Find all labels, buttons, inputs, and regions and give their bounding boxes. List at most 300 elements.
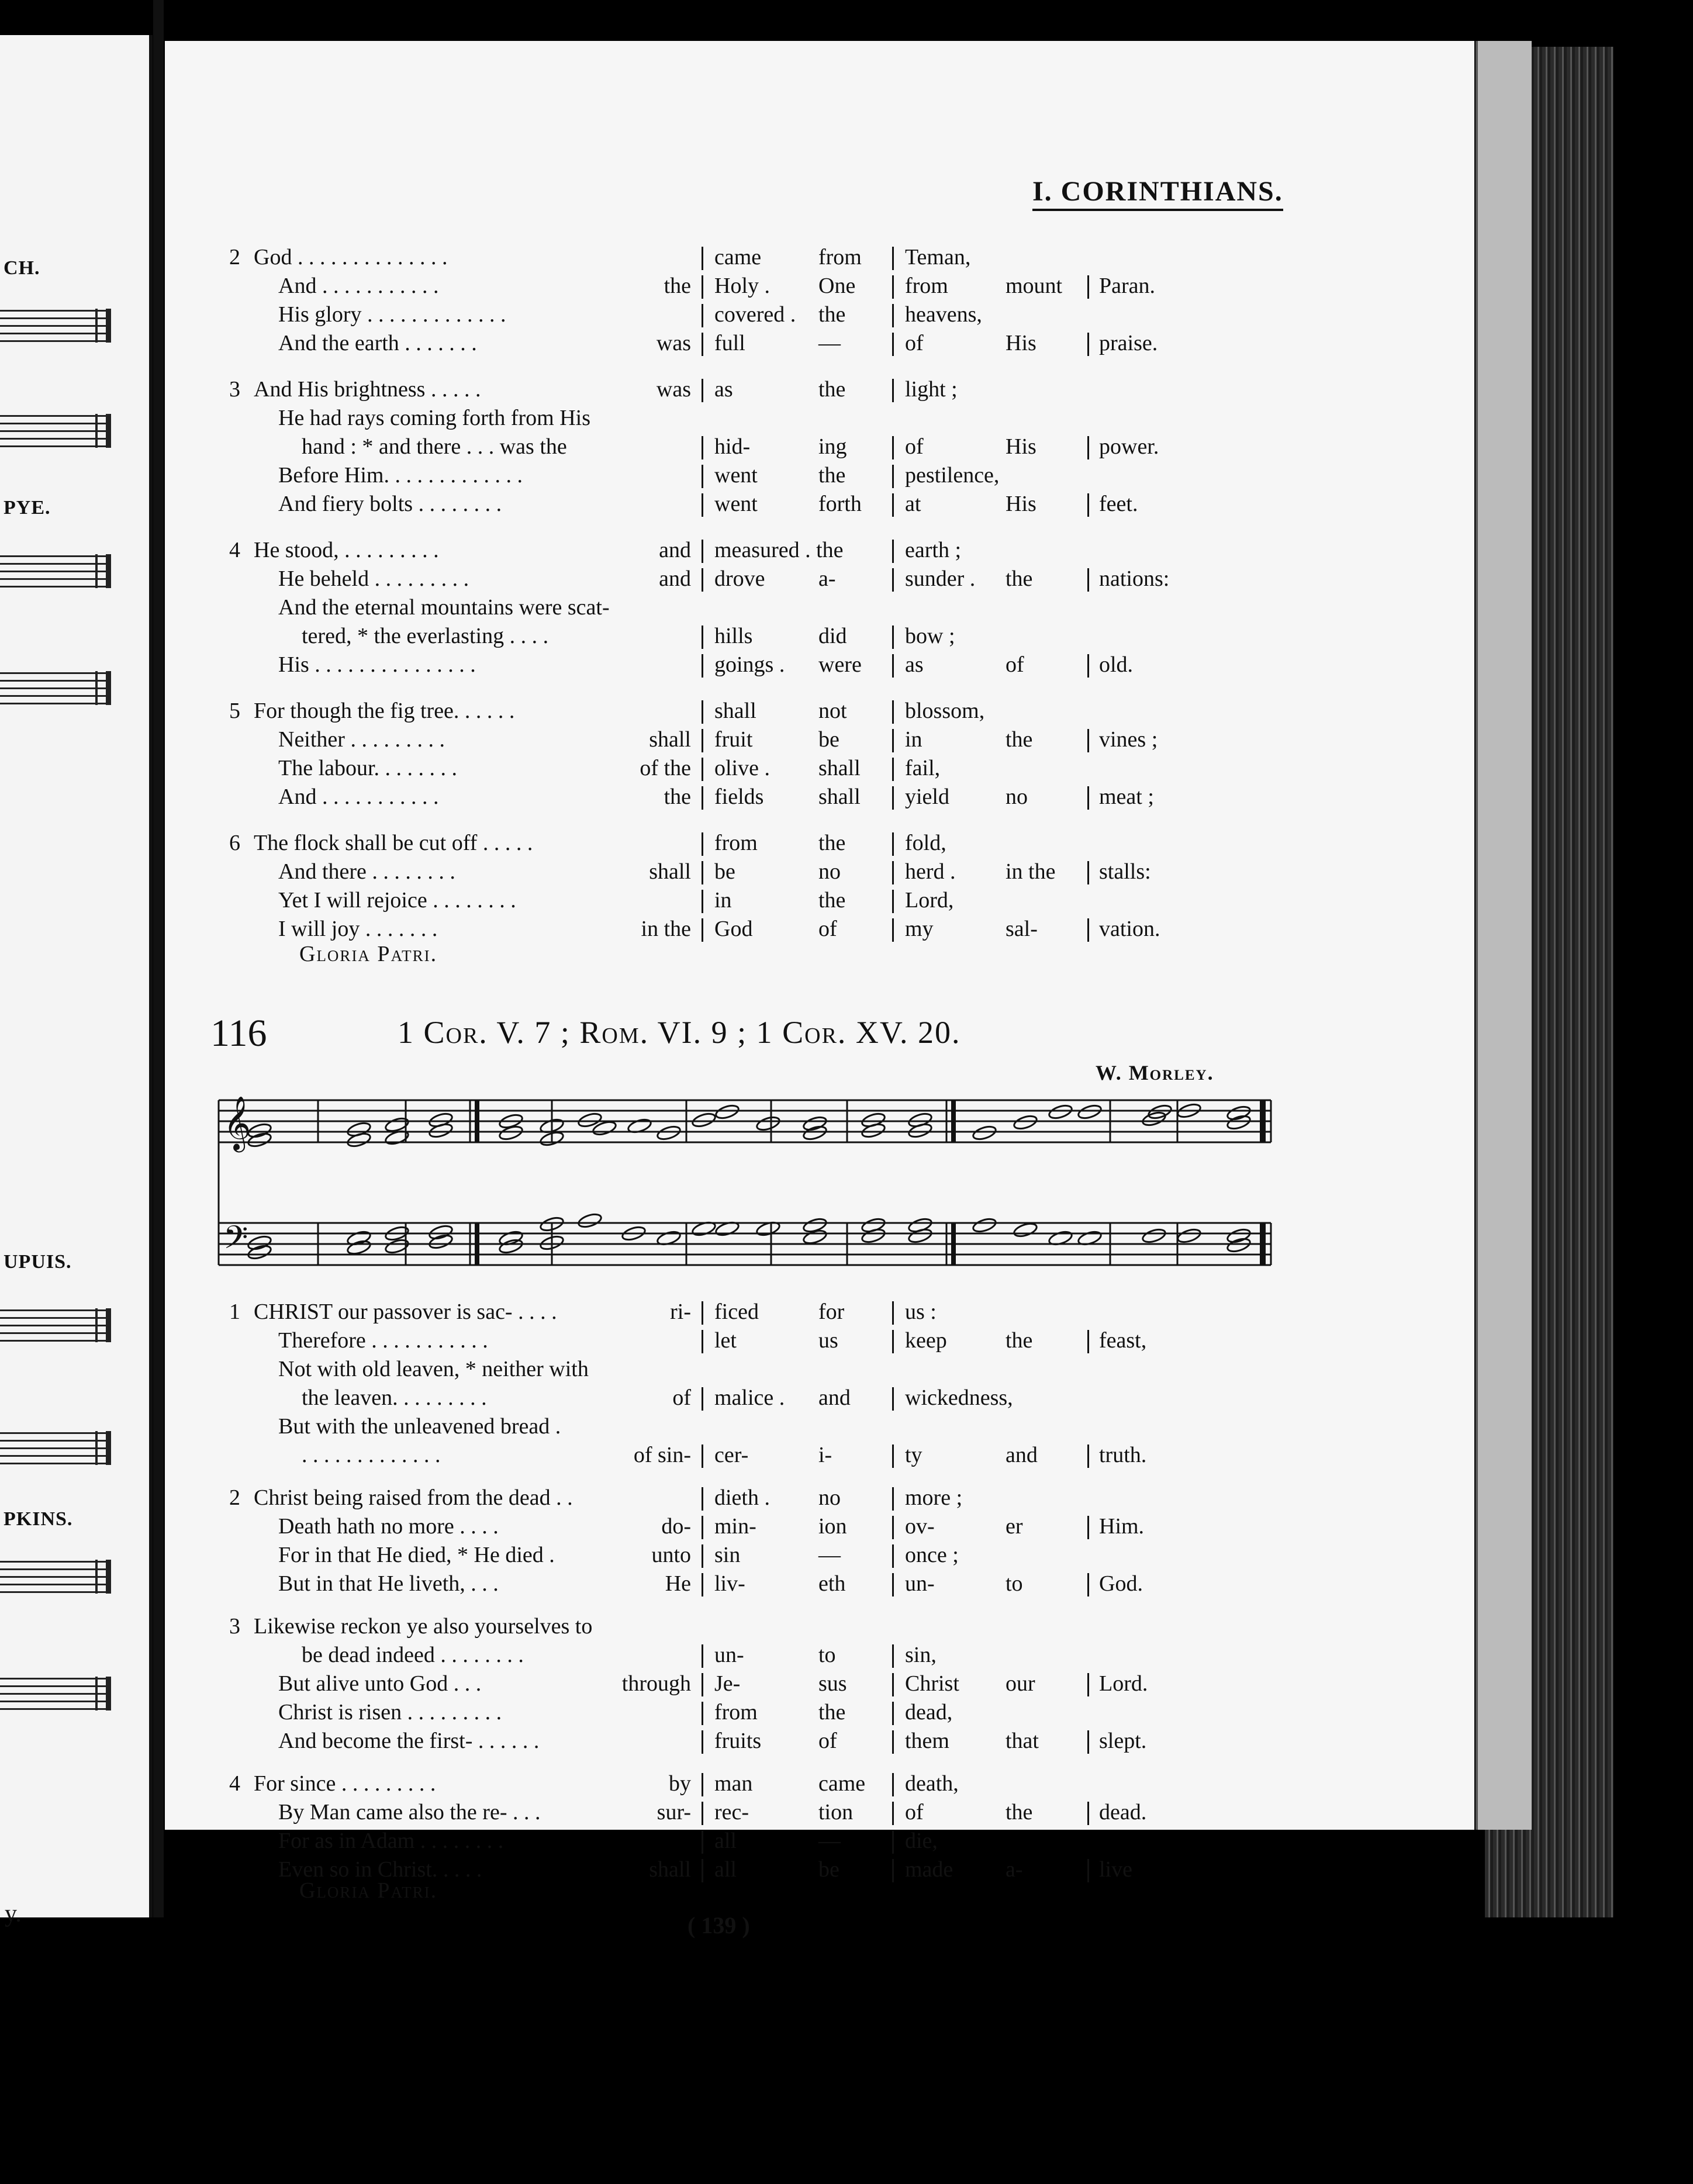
chant-syllable: them (905, 1729, 949, 1753)
verse-text: And there . . . . . . . . (278, 859, 455, 884)
music-score (213, 1088, 1277, 1276)
chant-syllable: full (714, 331, 745, 355)
chant-syllable: His (1006, 434, 1036, 459)
note-head (1226, 1114, 1252, 1131)
bar-line (892, 1802, 894, 1825)
bar-line (892, 1487, 894, 1511)
verse-text-end: by (669, 1771, 691, 1796)
chant-syllable: vation. (1099, 917, 1160, 941)
note-head (802, 1115, 828, 1132)
note-head (428, 1111, 454, 1128)
chant-syllable: un- (905, 1571, 935, 1596)
chant-syllable: my (905, 917, 934, 941)
verse-line (0, 1857, 1345, 1887)
chant-syllable: no (1006, 785, 1028, 809)
verse-text: Even so in Christ. . . . . (278, 1857, 482, 1882)
note-head (861, 1122, 886, 1139)
chant-syllable: die, (905, 1829, 938, 1853)
bar-line (1087, 918, 1089, 942)
gloria-patri: Gloria Patri. (299, 942, 438, 966)
bar-line (892, 626, 894, 649)
verse-text: His . . . . . . . . . . . . . . . (278, 652, 476, 677)
verse-text-end: through (621, 1671, 691, 1696)
chant-syllable: went (714, 492, 758, 516)
chant-syllable: fold, (905, 831, 946, 855)
verse-text-end: of (672, 1385, 691, 1410)
chant-syllable: herd . (905, 859, 956, 884)
chant-syllable: the (818, 1700, 846, 1725)
chant-syllable: the (1006, 566, 1033, 591)
chant-syllable: all (714, 1829, 737, 1853)
verse-text: The flock shall be cut off . . . . . (254, 831, 533, 855)
chant-syllable: measured . the (714, 538, 844, 562)
verse-text: By Man came also the re- . . . (278, 1800, 541, 1824)
chant-syllable: ficed (714, 1300, 759, 1324)
chant-syllable: Lord. (1099, 1671, 1148, 1696)
chant-syllable: heavens, (905, 302, 982, 327)
verse-line (0, 1513, 1345, 1544)
bar-line (702, 275, 703, 299)
bar-line (892, 465, 894, 488)
bar-line (1087, 1730, 1089, 1754)
bar-line (892, 540, 894, 563)
verse-line (0, 1613, 1345, 1644)
chant-syllable: ion (818, 1514, 847, 1539)
bar-line (702, 1301, 703, 1325)
bar-line (702, 1487, 703, 1511)
bar-line (1087, 493, 1089, 517)
verse-text: For as in Adam . . . . . . . . (278, 1829, 504, 1853)
chant-syllable: of (905, 1800, 924, 1824)
verse-line (0, 698, 1345, 728)
bar-line (892, 333, 894, 356)
verse-number: 2 (229, 245, 240, 269)
verse-number: 5 (229, 699, 240, 723)
note-head (1176, 1227, 1202, 1244)
chant-syllable: Christ (905, 1671, 959, 1696)
verse-line (0, 1671, 1345, 1701)
verse-line (0, 376, 1345, 407)
chant-syllable: to (818, 1643, 836, 1667)
note-head (907, 1111, 933, 1128)
chant-syllable: from (905, 274, 948, 298)
bar-line (892, 379, 894, 402)
chant-syllable: fields (714, 785, 764, 809)
chant-syllable: earth ; (905, 538, 962, 562)
bar-line (892, 1301, 894, 1325)
bar-line (892, 1445, 894, 1468)
chant-syllable: Je- (714, 1671, 741, 1696)
chant-syllable: yield (905, 785, 949, 809)
chant-syllable: once ; (905, 1543, 959, 1567)
composer: W. Morley. (1096, 1061, 1214, 1084)
bar-line (1087, 861, 1089, 884)
verse-line (0, 916, 1345, 946)
chant-syllable: as (905, 652, 924, 677)
chant-syllable: sunder . (905, 566, 976, 591)
chant-syllable: — (818, 331, 841, 355)
chant-syllable: un- (714, 1643, 744, 1667)
verse-text: He stood, . . . . . . . . . (254, 538, 439, 562)
verse-line (0, 727, 1345, 757)
bar-line (702, 786, 703, 810)
note-head (1013, 1221, 1038, 1238)
chant-syllable: in the (1006, 859, 1056, 884)
verse-text-end: was (656, 331, 691, 355)
bar-line (892, 1544, 894, 1568)
page-number: ( 139 ) (687, 1912, 750, 1938)
chant-syllable: the (1006, 1328, 1033, 1353)
verse-text-end: sur- (657, 1800, 691, 1824)
chant-syllable: of (905, 434, 924, 459)
chant-syllable: cer- (714, 1443, 749, 1467)
verse-text: He had rays coming forth from His (278, 406, 590, 430)
chant-syllable: God (714, 917, 753, 941)
chant-syllable: His (1006, 492, 1036, 516)
bar-line (892, 568, 894, 592)
verse-text-end: in the (641, 917, 691, 941)
bar-line (892, 1516, 894, 1539)
bar-line (702, 1773, 703, 1796)
verse-text-end: of the (640, 756, 691, 780)
left-section-label: UPUIS. (4, 1251, 72, 1273)
verse-line (0, 330, 1345, 361)
chant-syllable: rec- (714, 1800, 749, 1824)
bar-line (702, 436, 703, 459)
chant-syllable: dead, (905, 1700, 953, 1725)
note-head (714, 1103, 740, 1120)
bar-line (892, 247, 894, 270)
chant-syllable: to (1006, 1571, 1023, 1596)
chant-syllable: and (818, 1385, 851, 1410)
note-head (907, 1227, 933, 1244)
chant-syllable: more ; (905, 1485, 963, 1510)
chant-syllable: a- (818, 566, 836, 591)
chant-syllable: the (818, 888, 846, 913)
bar-line (1087, 333, 1089, 356)
bar-line (702, 568, 703, 592)
chant-syllable: Lord, (905, 888, 954, 913)
chant-syllable: shall (818, 785, 861, 809)
verse-number: 4 (229, 538, 240, 562)
chant-syllable: light ; (905, 377, 958, 402)
verse-line (0, 830, 1345, 861)
verse-number: 6 (229, 831, 240, 855)
verse-line (0, 1414, 1345, 1444)
verse-line (0, 1328, 1345, 1358)
left-section-label: PKINS. (4, 1508, 73, 1530)
chant-syllable: went (714, 463, 758, 488)
chant-syllable: came (714, 245, 762, 269)
note-head (1226, 1236, 1252, 1253)
verse-line (0, 1385, 1345, 1415)
verse-text-end: unto (651, 1543, 691, 1567)
verse-text: But with the unleavened bread . (278, 1414, 561, 1439)
bar-line (892, 1702, 894, 1725)
verse-line (0, 1728, 1345, 1758)
bar-line (892, 890, 894, 913)
chant-syllable: let (714, 1328, 737, 1353)
bar-line (702, 1387, 703, 1411)
chant-syllable: eth (818, 1571, 846, 1596)
chant-syllable: the (818, 377, 846, 402)
chant-syllable: made (905, 1857, 953, 1882)
verse-line (0, 462, 1345, 493)
verse-text: Death hath no more . . . . (278, 1514, 499, 1539)
chant-syllable: tion (818, 1800, 854, 1824)
bar-line (892, 1644, 894, 1668)
bar-line (702, 465, 703, 488)
verse-line (0, 1485, 1345, 1515)
chant-title: 1 Cor. V. 7 ; Rom. VI. 9 ; 1 Cor. XV. 20. (398, 1015, 961, 1050)
verse-line (0, 302, 1345, 332)
chant-syllable: slept. (1099, 1729, 1147, 1753)
verse-text: But alive unto God . . . (278, 1671, 482, 1696)
verse-line (0, 566, 1345, 596)
bar-line (892, 729, 894, 752)
verse-line (0, 1771, 1345, 1801)
chant-syllable: of (818, 917, 837, 941)
bar-line (1087, 729, 1089, 752)
bar-line (892, 861, 894, 884)
chant-syllable: be (818, 1857, 839, 1882)
chant-syllable: min- (714, 1514, 756, 1539)
chant-syllable: in (714, 888, 732, 913)
bar-line (892, 758, 894, 781)
bar-line (702, 832, 703, 856)
chant-syllable: death, (905, 1771, 959, 1796)
bar-line (1087, 1573, 1089, 1596)
chant-syllable: as (714, 377, 733, 402)
chant-syllable: man (714, 1771, 753, 1796)
verse-text: And fiery bolts . . . . . . . . (278, 492, 502, 516)
verse-text: God . . . . . . . . . . . . . . (254, 245, 448, 269)
chant-syllable: the (1006, 727, 1033, 752)
chant-syllable: were (818, 652, 862, 677)
chant-syllable: came (818, 1771, 866, 1796)
verse-text: And . . . . . . . . . . . (278, 785, 439, 809)
verse-text-end: He (665, 1571, 691, 1596)
bar-line (702, 333, 703, 356)
bar-line (1087, 1802, 1089, 1825)
chant-syllable: praise. (1099, 331, 1158, 355)
verse-text-end: ri- (670, 1300, 691, 1324)
chant-syllable: a- (1006, 1857, 1023, 1882)
verse-number: 1 (229, 1300, 240, 1324)
chant-syllable: power. (1099, 434, 1159, 459)
verse-line (0, 273, 1345, 303)
note-head (247, 1234, 272, 1251)
verse-text: tered, * the everlasting . . . . (302, 624, 549, 648)
bar-line (1087, 275, 1089, 299)
note-head (972, 1124, 997, 1141)
chant-syllable: for (818, 1300, 845, 1324)
verse-text: Yet I will rejoice . . . . . . . . (278, 888, 516, 913)
verse-text: And His brightness . . . . . (254, 377, 481, 402)
bar-line (702, 1673, 703, 1696)
note-head (656, 1124, 682, 1141)
bar-line (892, 832, 894, 856)
verse-text: The labour. . . . . . . . (278, 756, 458, 780)
chant-syllable: hid- (714, 434, 751, 459)
bar-line (892, 493, 894, 517)
chant-syllable: covered . (714, 302, 796, 327)
chant-syllable: the (818, 831, 846, 855)
verse-line (0, 1828, 1345, 1858)
verse-text: His glory . . . . . . . . . . . . . (278, 302, 506, 327)
verse-line (0, 755, 1345, 786)
bar-line (702, 890, 703, 913)
chant-syllable: goings . (714, 652, 785, 677)
verse-line (0, 784, 1345, 814)
verse-line (0, 537, 1345, 568)
bar-line (1087, 786, 1089, 810)
chant-syllable: God. (1099, 1571, 1143, 1596)
chant-syllable: ing (818, 434, 847, 459)
verse-line (0, 244, 1345, 275)
chant-syllable: malice . (714, 1385, 785, 1410)
chant-syllable: that (1006, 1729, 1039, 1753)
bar-line (702, 1702, 703, 1725)
chant-syllable: in (905, 727, 922, 752)
bar-line (892, 1830, 894, 1854)
bar-line (892, 275, 894, 299)
note-head (346, 1131, 372, 1148)
note-head (577, 1212, 603, 1229)
verse-line (0, 1442, 1345, 1473)
bar-line (702, 758, 703, 781)
bar-line (702, 918, 703, 942)
left-section-label: CH. (4, 257, 40, 279)
chant-syllable: us : (905, 1300, 937, 1324)
chant-syllable: keep (905, 1328, 947, 1353)
verse-text: For though the fig tree. . . . . . (254, 699, 515, 723)
running-header: I. CORINTHIANS. (1032, 175, 1283, 211)
bar-line (702, 493, 703, 517)
bar-line (892, 436, 894, 459)
verse-line (0, 1356, 1345, 1387)
bar-line (892, 918, 894, 942)
bar-line (892, 786, 894, 810)
verse-text-end: of sin- (633, 1443, 691, 1467)
verse-line (0, 623, 1345, 654)
bar-line (1087, 1673, 1089, 1696)
verse-text: I will joy . . . . . . . (278, 917, 438, 941)
chant-syllable: nations: (1099, 566, 1170, 591)
note-head (577, 1111, 603, 1128)
bar-line (1087, 568, 1089, 592)
note-head (972, 1217, 997, 1233)
chant-syllable: hills (714, 624, 753, 648)
bar-line (702, 1730, 703, 1754)
note-head (1141, 1227, 1167, 1244)
verse-text: Not with old leaven, * neither with (278, 1357, 589, 1381)
bar-line (702, 700, 703, 724)
verse-text-end: and (659, 538, 691, 562)
verse-number: 2 (229, 1485, 240, 1510)
bar-line (892, 654, 894, 678)
note-head (1013, 1114, 1038, 1131)
chant-syllable: blossom, (905, 699, 985, 723)
chant-syllable: mount (1006, 274, 1063, 298)
verse-line (0, 405, 1345, 436)
chant-syllable: shall (714, 699, 756, 723)
bar-line (702, 379, 703, 402)
chant-syllable: meat ; (1099, 785, 1154, 809)
chant-syllable: be (818, 727, 839, 752)
chant-syllable: ov- (905, 1514, 935, 1539)
chant-syllable: One (818, 274, 856, 298)
chant-syllable: vines ; (1099, 727, 1158, 752)
note-head (907, 1217, 933, 1233)
chant-syllable: not (818, 699, 847, 723)
chant-syllable: the (818, 302, 846, 327)
chant-syllable: feet. (1099, 492, 1138, 516)
verse-line (0, 595, 1345, 625)
bar-line (702, 1802, 703, 1825)
gloria-patri: Gloria Patri. (299, 1878, 438, 1903)
verse-line (0, 652, 1345, 682)
chant-syllable: shall (818, 756, 861, 780)
chant-syllable: His (1006, 331, 1036, 355)
chant-syllable: sus (818, 1671, 847, 1696)
chant-syllable: be (714, 859, 735, 884)
chant-syllable: at (905, 492, 921, 516)
bar-line (1087, 1445, 1089, 1468)
chant-syllable: of (905, 331, 924, 355)
verse-text: And become the first- . . . . . . (278, 1729, 540, 1753)
verse-line (0, 1642, 1345, 1672)
chant-syllable: no (818, 1485, 841, 1510)
bar-line (702, 1859, 703, 1882)
bar-line (702, 540, 703, 563)
verse-text: Christ being raised from the dead . . (254, 1485, 573, 1510)
bar-line (892, 304, 894, 327)
chant-syllable: Paran. (1099, 274, 1156, 298)
chant-syllable: us (818, 1328, 838, 1353)
chant-syllable: er (1006, 1514, 1023, 1539)
bar-line (892, 1387, 894, 1411)
bar-line (892, 1673, 894, 1696)
chant-syllable: stalls: (1099, 859, 1151, 884)
note-head (346, 1239, 372, 1256)
verse-text-end: do- (661, 1514, 691, 1539)
bar-line (892, 1773, 894, 1796)
verse-line (0, 1571, 1345, 1601)
verse-line (0, 1542, 1345, 1573)
chant-syllable: the (818, 463, 846, 488)
verse-text-end: the (664, 274, 691, 298)
bar-line (702, 304, 703, 327)
chant-syllable: no (818, 859, 841, 884)
bar-line (702, 1516, 703, 1539)
treble-clef-icon: 𝄞 (223, 1098, 251, 1149)
verse-line (0, 1799, 1345, 1830)
chant-syllable: from (818, 245, 862, 269)
chant-syllable: live (1099, 1857, 1132, 1882)
verse-text-end: shall (649, 859, 691, 884)
bar-line (1087, 654, 1089, 678)
bar-line (892, 1573, 894, 1596)
verse-text: He beheld . . . . . . . . . (278, 566, 469, 591)
verse-text-end: the (664, 785, 691, 809)
left-text-fragment: y. (5, 1900, 22, 1927)
chant-syllable: wickedness, (905, 1385, 1013, 1410)
note-head (755, 1115, 781, 1132)
verse-text-end: shall (649, 1857, 691, 1882)
chant-number: 116 (210, 1012, 267, 1055)
note-head (1226, 1104, 1252, 1121)
